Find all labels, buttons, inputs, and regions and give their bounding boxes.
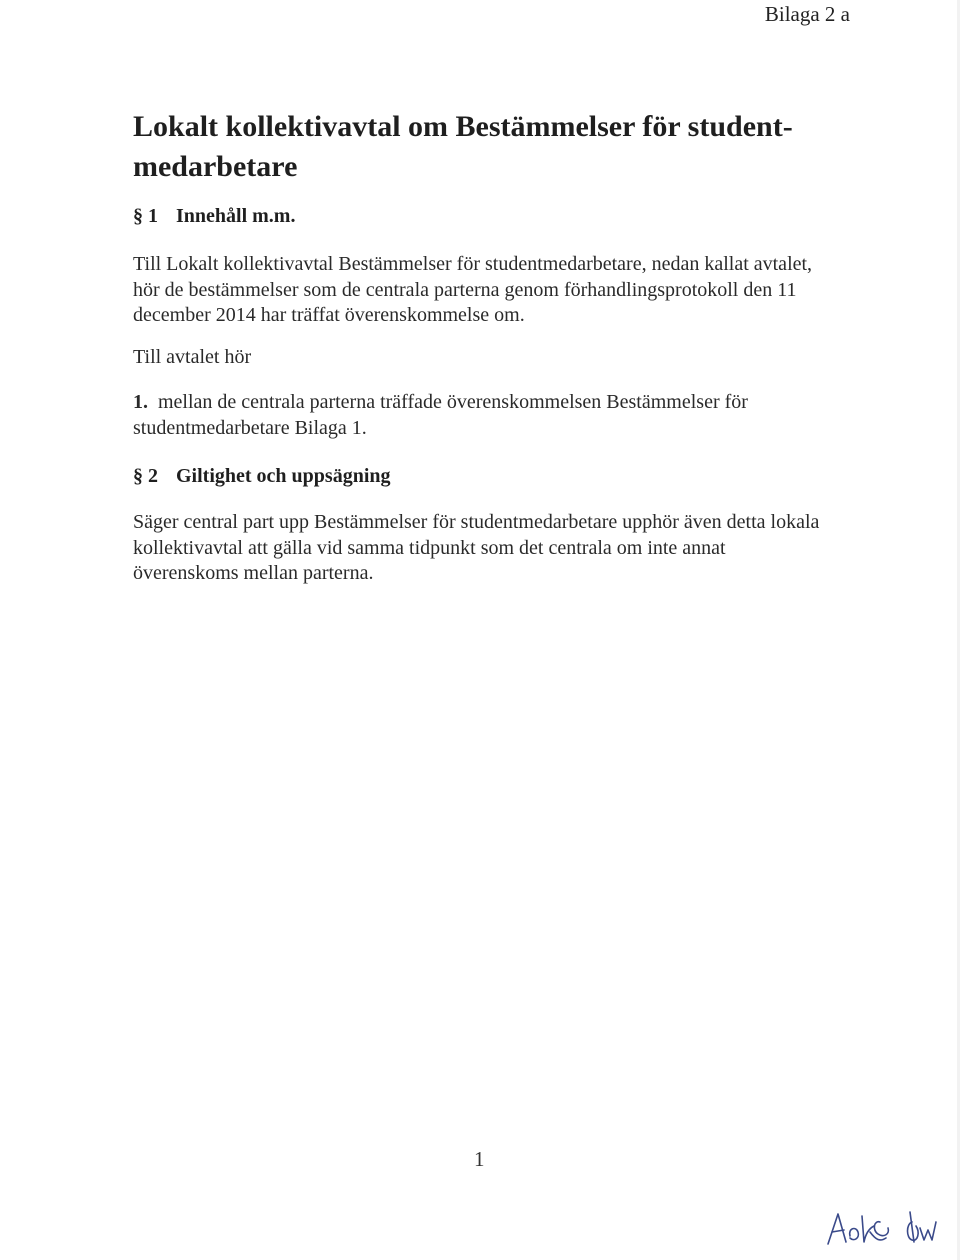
section-1-number: § 1 (133, 205, 158, 227)
section-2-paragraph: Säger central part upp Bestämmelser för studentmedarbetare upphör även detta lokala kollektivavtal att gälla vid samma tidpunkt som det centrala om inte annat överenskoms mellan parterna. (133, 511, 820, 584)
section-2-number: § 2 (133, 465, 158, 487)
appendix-label: Bilaga 2 a (764, 2, 850, 26)
section-2-heading (133, 465, 391, 488)
page-number: 1 (474, 1147, 485, 1171)
title-line-2: medarbetare (133, 150, 298, 183)
list-item-number: 1. (133, 391, 148, 413)
section-1-heading (133, 205, 295, 228)
section-1-intro: Till avtalet hör (133, 346, 252, 368)
document-title (133, 107, 853, 187)
list-item-text: mellan de centrala parterna träffade överenskommelsen Bestämmelser för studentmedarbetare Bilaga 1. (133, 391, 748, 439)
signature-drawing (820, 1192, 950, 1252)
handwritten-initials (820, 1192, 950, 1252)
section-1-list-item (133, 390, 833, 441)
title-line-1: Lokalt kollektivavtal om Bestämmelser för student- (133, 110, 793, 143)
section-1-title: Innehåll m.m. (176, 205, 296, 227)
section-1-paragraph: Till Lokalt kollektivavtal Bestämmelser för studentmedarbetare, nedan kallat avtalet, hör de bestämmelser som de centrala parterna genom förhandlingsprotokoll den 11 december 2014 har träffat överenskommelse om. (133, 253, 813, 326)
section-2-title: Giltighet och uppsägning (176, 465, 391, 487)
